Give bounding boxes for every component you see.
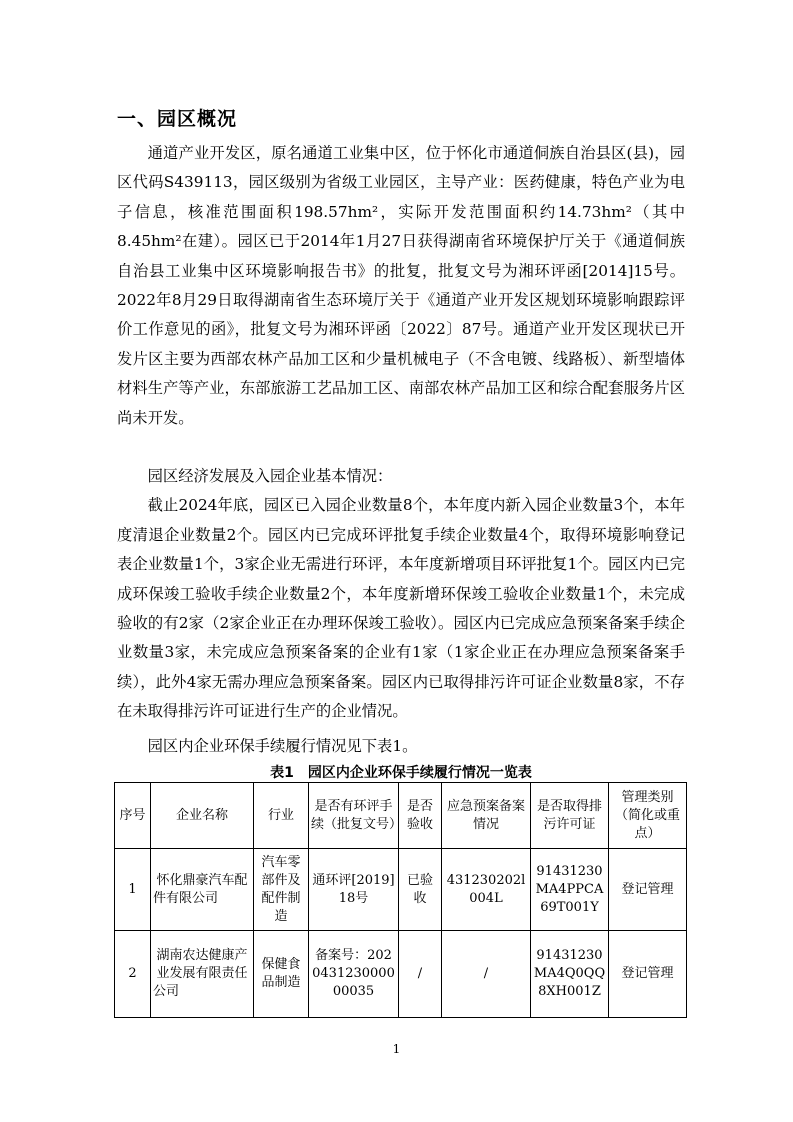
paragraph-group-table-intro: [117, 732, 685, 761]
table-cell: 湖南农达健康产业发展有限责任公司: [151, 931, 254, 1018]
table-cell: /: [442, 931, 531, 1018]
paragraph: 通道产业开发区，原名通道工业集中区，位于怀化市通道侗族自治县区(县)，园区代码S439113，园区级别为省级工业园区，主导产业：医药健康，特色产业为电子信息，核准范围面积198.57hm²，实际开发范围面积约14.73hm²（其中8.45hm²在建）。园区已于2014年1月27日获得湖南省环境保护厅关于《通道侗族自治县工业集中区环境影响报告书》的批复，批复文号为湘环评函[2014]15号。2022年8月29日取得湖南省生态环境厅关于《通道产业开发区规划环境影响跟踪评价工作意见的函》，批复文号为湘环评函〔2022〕87号。通道产业开发区现状已开发片区主要为西部农林产品加工区和少量机械电子（不含电镀、线路板）、新型墙体材料生产等产业，东部旅游工艺品加工区、南部农林产品加工区和综合配套服务片区尚未开发。: [117, 144, 685, 427]
page-number: 1: [392, 1042, 401, 1056]
table-row: [115, 849, 687, 931]
paragraph-group-enterprises: [117, 462, 685, 727]
paragraph-group-overview: [117, 139, 685, 433]
table-cell: 1: [115, 849, 151, 931]
header-cell: 是否取得排污许可证: [531, 783, 609, 849]
table-cell: 431230202l004L: [442, 849, 531, 931]
section-heading: 一、园区概况: [117, 108, 238, 130]
header-cell: 行业: [254, 783, 309, 849]
table-cell: 通环评[2019]18号: [309, 849, 399, 931]
paragraph: 截止2024年底，园区已入园企业数量8个，本年度内新入园企业数量3个，本年度清退企业数量2个。园区内已完成环评批复手续企业数量4个，取得环境影响登记表企业数量1个，3家企业无需进行环评，本年度新增项目环评批复1个。园区内已完成环保竣工验收手续企业数量2个，本年度新增环保竣工验收企业数量1个，未完成验收的有2家（2家企业正在办理环保竣工验收）。园区内已完成应急预案备案手续企业数量3家，未完成应急预案备案的企业有1家（1家企业正在办理应急预案备案手续），此外4家无需办理应急预案备案。园区内已取得排污许可证企业数量8家，不存在未取得排污许可证进行生产的企业情况。: [117, 496, 685, 721]
table-cell: 2: [115, 931, 151, 1018]
table-cell: /: [399, 931, 442, 1018]
header-cell: 序号: [115, 783, 151, 849]
header-cell: 是否验收: [399, 783, 442, 849]
enterprise-compliance-table: [114, 782, 687, 1018]
table-cell: 汽车零部件及配件制造: [254, 849, 309, 931]
paragraph: 园区经济发展及入园企业基本情况：: [147, 467, 393, 485]
table-cell: 登记管理: [609, 849, 687, 931]
header-cell: 应急预案备案情况: [442, 783, 531, 849]
table-cell: 已验收: [399, 849, 442, 931]
table-cell: 怀化鼎豪汽车配件有限公司: [151, 849, 254, 931]
header-cell: 是否有环评手续（批复文号）: [309, 783, 399, 849]
table-cell: 登记管理: [609, 931, 687, 1018]
table-cell: 备案号：202043123000000035: [309, 931, 399, 1018]
header-cell: 企业名称: [151, 783, 254, 849]
table-header-row: [115, 783, 687, 849]
table-row: [115, 931, 687, 1018]
header-cell: 管理类别（简化或重点）: [609, 783, 687, 849]
table-caption: 表1 园区内企业环保手续履行情况一览表: [270, 765, 532, 781]
table-cell: 91431230MA4PPCA69T001Y: [531, 849, 609, 931]
paragraph: 园区内企业环保手续履行情况见下表1。: [147, 737, 418, 755]
table-cell: 91431230MA4Q0QQ8XH001Z: [531, 931, 609, 1018]
table-cell: 保健食品制造: [254, 931, 309, 1018]
